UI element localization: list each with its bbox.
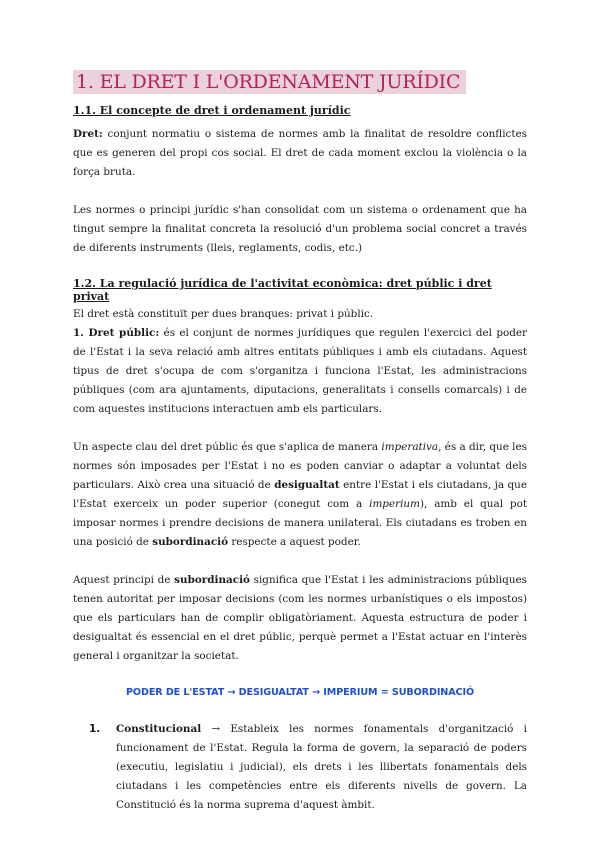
ordenament-paragraph: Les normes o principi jurídic s'han consolidat com un sistema o ordenament que ha tingut sempre la finalitat concreta la resolució d'un problema social concret a través de diferents instruments (lleis, reglaments, codis, etc.) — [73, 204, 527, 254]
term-dret: Dret: — [73, 128, 103, 140]
term-imperium: imperium — [369, 498, 420, 510]
document-page — [73, 70, 527, 815]
list-item-constitucional: 1. Constitucional → Estableix les normes fonamentals d'organització i funcionament de l'Estat. Regula la forma de govern, la separació de poders (executiu, legislatiu i judicial), els drets i les llibertats fonamentals dels ciutadans i les competències entre els diferents nivells de govern. La Constitució és la norma suprema d'aquest àmbit. — [89, 720, 527, 815]
term-imperativa: imperativa — [381, 441, 439, 453]
section-title: 1. EL DRET I L'ORDENAMENT JURÍDIC — [73, 70, 466, 94]
term-subordinacio: subordinació — [152, 536, 229, 548]
term-dret-public: 1. Dret públic: — [73, 327, 160, 339]
term-subordinacio-2: subordinació — [174, 574, 250, 586]
list-number: 1. — [89, 723, 101, 735]
branches-intro: El dret està constituït per dues branques: privat i públic. — [73, 308, 374, 320]
subsection-heading-1-2: 1.2. La regulació jurídica de l'activitat econòmica: dret públic i dret privat — [73, 277, 492, 303]
imperativa-paragraph: Un aspecte clau del dret públic és que s'aplica de manera imperativa, és a dir, que les normes són imposades per l'Estat i no es poden canviar o adaptar a voluntat dels particulars. Això crea una situació de desigualtat entre l'Estat i els ciutadans, ja que l'Estat exerceix un poder superior (conegut com a imperium), amb el qual pot imposar normes i prendre decisions de manera unilateral. Els ciutadans es troben en una posició de subordinació respecte a aquest poder. — [73, 441, 528, 548]
subsection-heading-1-1: 1.1. El concepte de dret i ordenament jurídic — [73, 104, 351, 117]
subordinacio-paragraph: Aquest principi de subordinació significa que l'Estat i les administracions públiques tenen autoritat per imposar decisions (com les normes urbanístiques o els impostos) que els particulars han de complir obligatòriament. Aquesta estructura de poder i desigualtat és essencial en el dret públic, perquè permet a l'Estat actuar en l'interès general i organitzar la societat. — [73, 574, 527, 662]
dret-public-paragraph: 1. Dret públic: és el conjunt de normes jurídiques que regulen l'exercici del poder de l'Estat i la seva relació amb altres entitats públiques i amb els ciutadans. Aquest tipus de dret s'ocupa de com s'organitza i funciona l'Estat, les administracions públiques (com ara ajuntaments, diputacions, generalitats i consells comarcals) i de com aquestes institucions interactuen amb els particulars. — [73, 327, 527, 415]
power-formula: PODER DE L'ESTAT → DESIGUALTAT → IMPERIUM = SUBORDINACIÓ — [125, 687, 475, 698]
term-desigualtat: desigualtat — [274, 479, 340, 491]
definition-paragraph: Dret: conjunt normatiu o sistema de normes amb la finalitat de resoldre conflictes que es generen del propi cos social. El dret de cada moment exclou la violència o la força bruta. — [73, 128, 527, 178]
term-constitucional: Constitucional — [116, 723, 202, 735]
